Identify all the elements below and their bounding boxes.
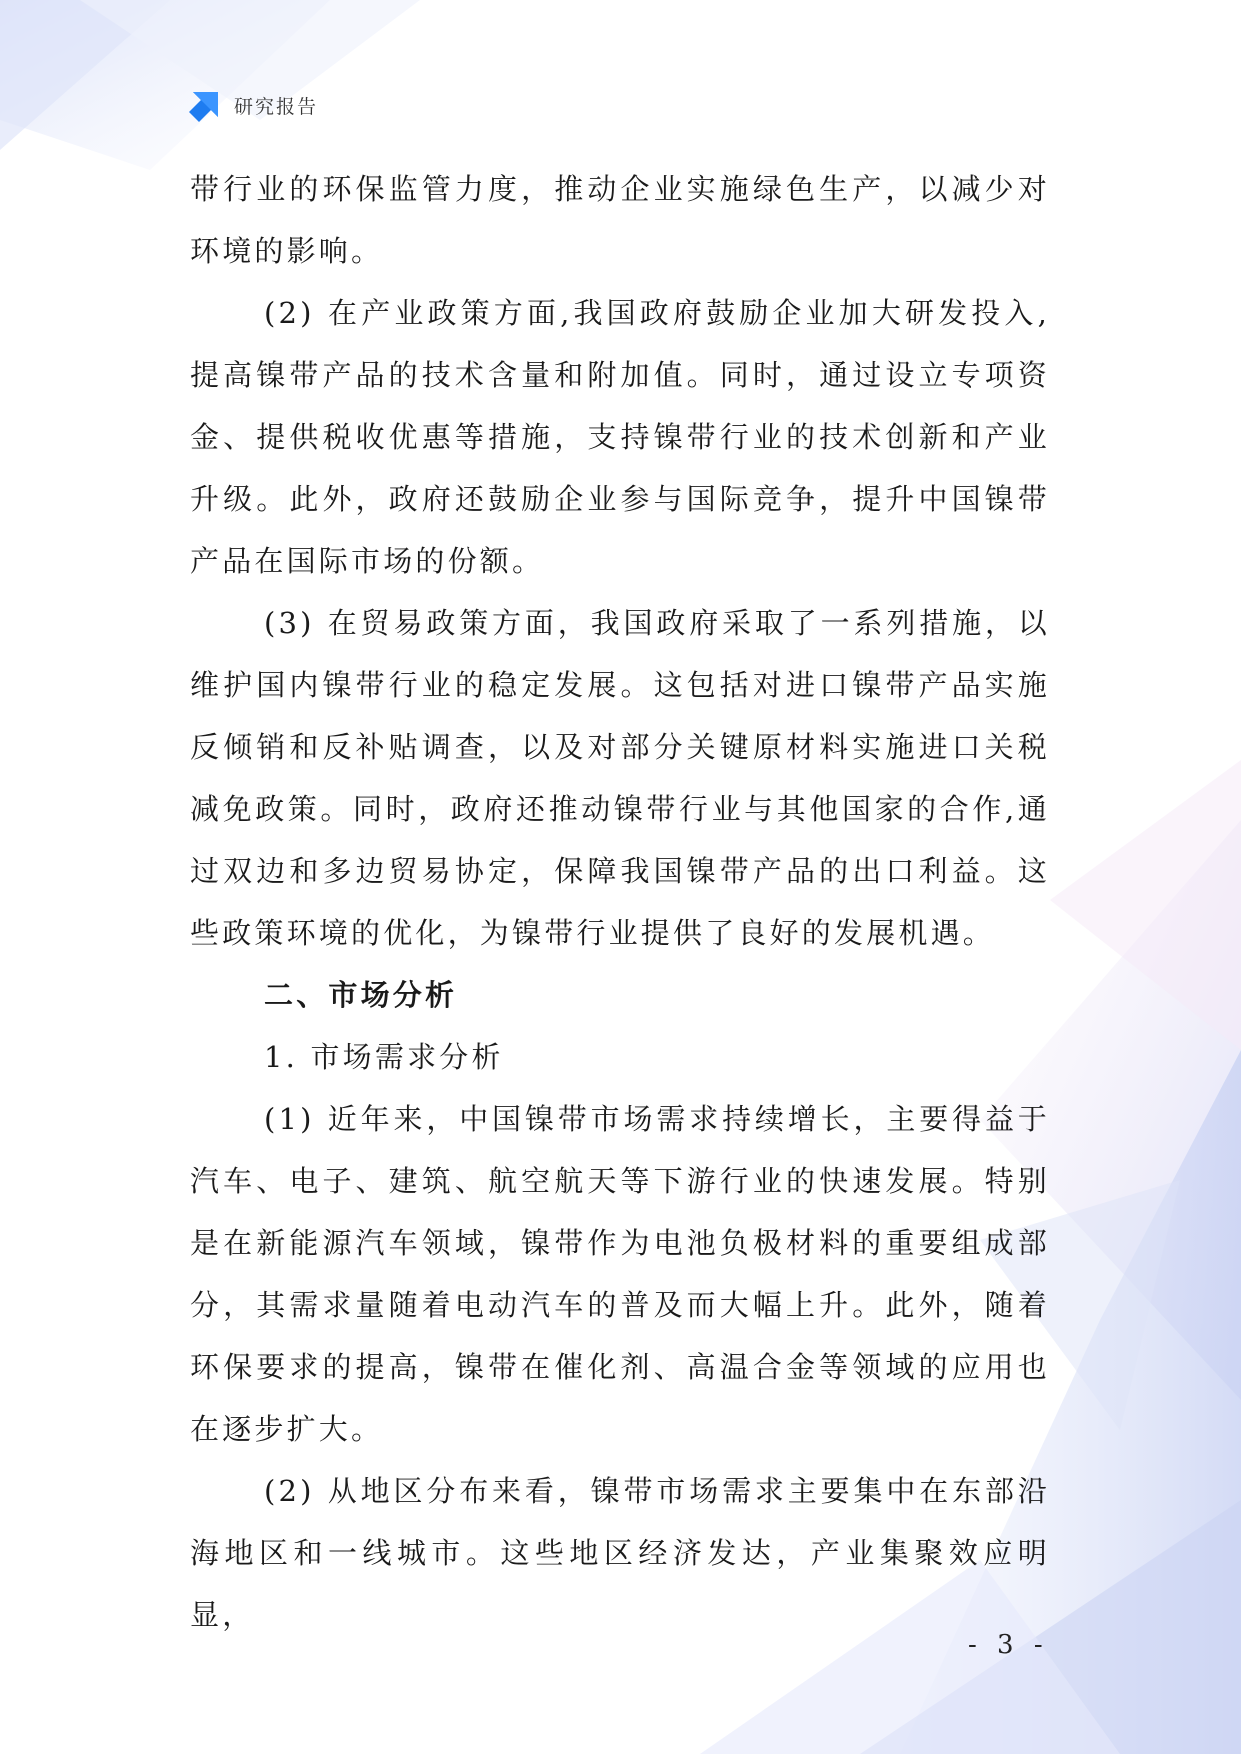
paragraph-continued: 带行业的环保监管力度，推动企业实施绿色生产，以减少对环境的影响。 (190, 172, 1050, 268)
page-number: - 3 - (968, 1630, 1049, 1660)
report-header (188, 88, 318, 122)
paragraph-regional-distribution: (2) 从地区分布来看，镍带市场需求主要集中在东部沿海地区和一线城市。这些地区经济发达，产业集聚效应明显， (190, 1474, 1050, 1632)
document-body (190, 158, 1050, 1646)
arrow-up-right-icon (188, 88, 222, 122)
subsection-heading: 1. 市场需求分析 (264, 1040, 504, 1074)
paragraph-demand-growth: (1) 近年来，中国镍带市场需求持续增长，主要得益于汽车、电子、建筑、航空航天等下游行业的快速发展。特别是在新能源汽车领域，镍带作为电池负极材料的重要组成部分，其需求量随着电动汽车的普及而大幅上升。此外，随着环保要求的提高，镍带在催化剂、高温合金等领域的应用也在逐步扩大。 (190, 1102, 1050, 1446)
header-title: 研究报告 (234, 95, 319, 118)
section-heading: 二、市场分析 (264, 978, 458, 1012)
paragraph-industry-policy: (2) 在产业政策方面,我国政府鼓励企业加大研发投入,提高镍带产品的技术含量和附加值。同时，通过设立专项资金、提供税收优惠等措施，支持镍带行业的技术创新和产业升级。此外，政府还鼓励企业参与国际竞争，提升中国镍带产品在国际市场的份额。 (190, 296, 1050, 578)
paragraph-trade-policy: (3) 在贸易政策方面，我国政府采取了一系列措施，以维护国内镍带行业的稳定发展。这包括对进口镍带产品实施反倾销和反补贴调查，以及对部分关键原材料实施进口关税减免政策。同时，政府还推动镍带行业与其他国家的合作,通过双边和多边贸易协定，保障我国镍带产品的出口利益。这些政策环境的优化，为镍带行业提供了良好的发展机遇。 (190, 606, 1050, 950)
